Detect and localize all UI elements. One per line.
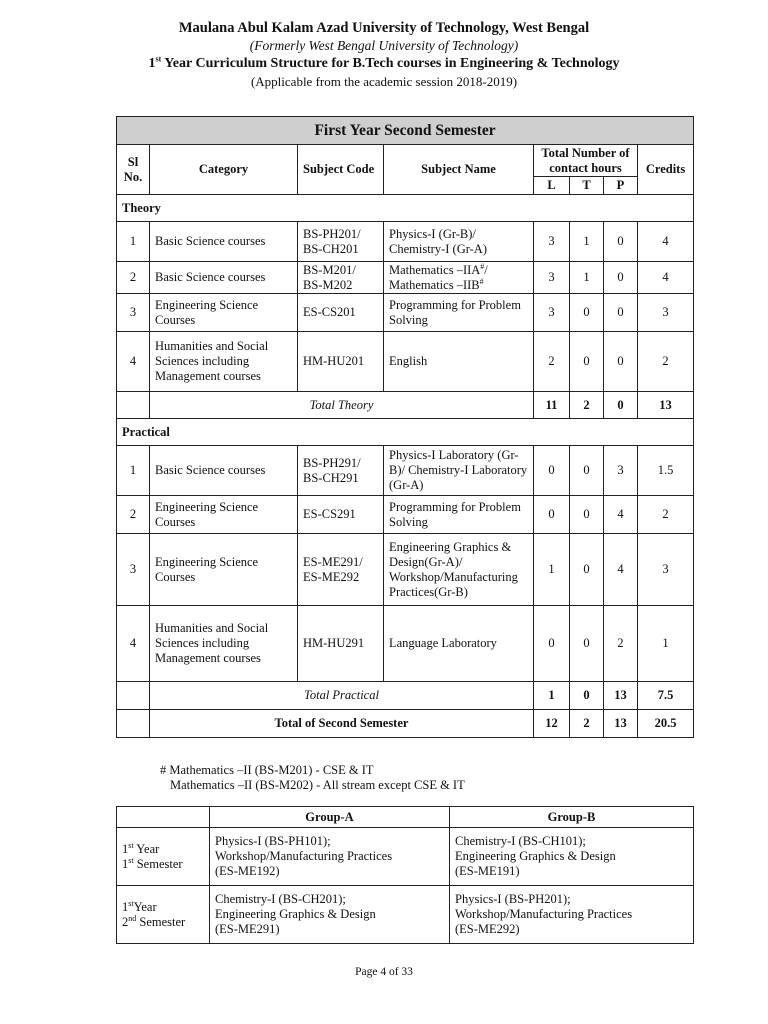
applicability-note: (Applicable from the academic session 2018-2019) [250,74,518,89]
group-b-header: Group-B [450,807,694,828]
cell-name: Physics-I Laboratory (Gr-B)/ Chemistry-I Laboratory (Gr-A) [384,446,534,496]
cell-l: 3 [534,222,570,262]
cell-name: Language Laboratory [384,606,534,682]
cell-group-a: Chemistry-I (BS-CH201); Engineering Graphics & Design (ES-ME291) [210,886,450,944]
cell-credits: 13 [638,392,694,419]
cell-code: ES-CS291 [298,496,384,534]
cell-code: HM-HU201 [298,332,384,392]
cell-credits: 7.5 [638,682,694,710]
table-row [117,294,694,332]
table-row [117,886,694,944]
cell-sl: 4 [117,606,150,682]
cell-p: 0 [604,332,638,392]
cell-sl: 2 [117,262,150,294]
cell-category: Basic Science courses [150,222,298,262]
cell-sl: 1 [117,446,150,496]
cell-credits: 2 [638,496,694,534]
cell-l: 12 [534,710,570,738]
group-table [116,806,694,944]
cell-category: Humanities and Social Sciences including Management courses [150,332,298,392]
cell-code: HM-HU291 [298,606,384,682]
cell-t: 0 [570,446,604,496]
cell-sl: 3 [117,534,150,606]
cell-p: 0 [604,262,638,294]
cell-l: 0 [534,496,570,534]
cell-credits: 2 [638,332,694,392]
header-sl-no: Sl No. [117,145,150,195]
total-theory-row [117,392,694,419]
cell-l: 1 [534,534,570,606]
cell-year-semester: 1stYear 2nd Semester [117,886,210,944]
curriculum-table [116,116,694,738]
cell-code: ES-ME291/ ES-ME292 [298,534,384,606]
header-credits: Credits [638,145,694,195]
cell-sl: 2 [117,496,150,534]
cell-t: 2 [570,392,604,419]
page-number: Page 4 of 33 [355,966,413,978]
cell-year-semester: 1st Year 1st Semester [117,828,210,886]
table-row [117,222,694,262]
cell-l: 2 [534,332,570,392]
cell-group-b: Chemistry-I (BS-CH101); Engineering Graphics & Design (ES-ME191) [450,828,694,886]
cell-l: 3 [534,294,570,332]
total-practical-label: Total Practical [150,682,534,710]
cell-t: 1 [570,222,604,262]
former-name: (Formerly West Bengal University of Technology) [249,38,519,53]
header-contact-hours: Total Number of contact hours [534,145,638,177]
header-category: Category [150,145,298,195]
cell-p: 0 [604,222,638,262]
header-l: L [534,177,570,195]
cell-p: 4 [604,496,638,534]
table-row [117,446,694,496]
table-row [117,262,694,294]
cell-category: Engineering Science Courses [150,294,298,332]
cell-l: 0 [534,446,570,496]
cell-t: 0 [570,332,604,392]
cell-sl: 3 [117,294,150,332]
curriculum-title: 1st Year Curriculum Structure for B.Tech courses in Engineering & Technology [148,54,620,71]
cell-t: 2 [570,710,604,738]
cell-p: 2 [604,606,638,682]
grand-total-label: Total of Second Semester [150,710,534,738]
total-practical-row [117,682,694,710]
table-row [117,828,694,886]
total-theory-label: Total Theory [150,392,534,419]
cell-p: 0 [604,294,638,332]
cell-name: Programming for Problem Solving [384,496,534,534]
cell-credits: 20.5 [638,710,694,738]
header-subject-name: Subject Name [384,145,534,195]
table-row [117,332,694,392]
header-t: T [570,177,604,195]
footnotes [160,763,465,793]
cell-group-a: Physics-I (BS-PH101); Workshop/Manufacturing Practices (ES-ME192) [210,828,450,886]
cell-category: Basic Science courses [150,262,298,294]
header-subject-code: Subject Code [298,145,384,195]
cell-name: Programming for Problem Solving [384,294,534,332]
cell-category: Humanities and Social Sciences including Management courses [150,606,298,682]
cell-credits: 4 [638,222,694,262]
cell-t: 0 [570,496,604,534]
header-p: P [604,177,638,195]
cell-credits: 3 [638,294,694,332]
section-practical: Practical [117,419,694,446]
cell-credits: 4 [638,262,694,294]
cell-group-b: Physics-I (BS-PH201); Workshop/Manufacturing Practices (ES-ME292) [450,886,694,944]
cell-t: 0 [570,534,604,606]
cell-credits: 1 [638,606,694,682]
cell-p: 0 [604,392,638,419]
grand-total-row [117,710,694,738]
cell-t: 0 [570,682,604,710]
cell-code: BS-PH291/ BS-CH291 [298,446,384,496]
university-name: Maulana Abul Kalam Azad University of Technology, West Bengal [178,20,590,36]
footnote-line: Mathematics –II (BS-M202) - All stream except CSE & IT [170,778,465,792]
cell-sl: 1 [117,222,150,262]
cell-code: ES-CS201 [298,294,384,332]
cell-name: Mathematics –IIA#/ Mathematics –IIB# [384,262,534,294]
cell-t: 0 [570,294,604,332]
cell-name: English [384,332,534,392]
section-theory: Theory [117,195,694,222]
group-a-header: Group-A [210,807,450,828]
cell-code: BS-M201/ BS-M202 [298,262,384,294]
cell-p: 4 [604,534,638,606]
cell-l: 0 [534,606,570,682]
cell-l: 3 [534,262,570,294]
cell-t: 0 [570,606,604,682]
cell-name: Engineering Graphics & Design(Gr-A)/ Workshop/Manufacturing Practices(Gr-B) [384,534,534,606]
cell-category: Engineering Science Courses [150,496,298,534]
cell-p: 3 [604,446,638,496]
cell-category: Basic Science courses [150,446,298,496]
semester-title: First Year Second Semester [117,117,694,145]
footnote-line: # Mathematics –II (BS-M201) - CSE & IT [160,763,374,777]
cell-category: Engineering Science Courses [150,534,298,606]
table-row [117,606,694,682]
cell-credits: 3 [638,534,694,606]
cell-t: 1 [570,262,604,294]
table-row [117,534,694,606]
cell-name: Physics-I (Gr-B)/ Chemistry-I (Gr-A) [384,222,534,262]
cell-code: BS-PH201/ BS-CH201 [298,222,384,262]
cell-sl: 4 [117,332,150,392]
table-row [117,496,694,534]
cell-l: 11 [534,392,570,419]
cell-p: 13 [604,710,638,738]
document-header [0,19,768,91]
cell-l: 1 [534,682,570,710]
cell-credits: 1.5 [638,446,694,496]
cell-p: 13 [604,682,638,710]
